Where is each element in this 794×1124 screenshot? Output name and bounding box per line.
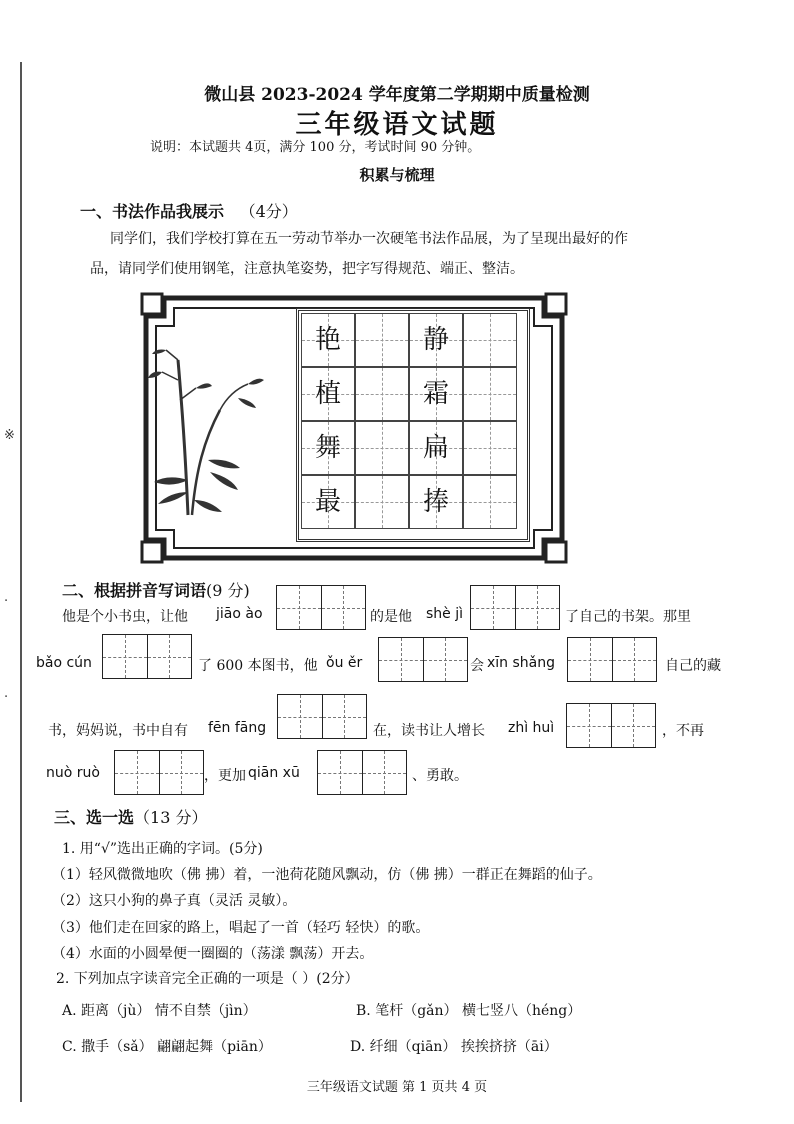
grid-cell[interactable] bbox=[355, 421, 409, 475]
answer-box[interactable] bbox=[114, 750, 204, 795]
question-1-item[interactable]: （3）他们走在回家的路上，唱起了一首（轻巧 轻快）的歌。 bbox=[52, 920, 430, 936]
section2-text: 在，读书让人增长 bbox=[373, 723, 485, 739]
section1-para2: 品，请同学们使用钢笔，注意执笔姿势，把字写得规范、端正、整洁。 bbox=[90, 261, 524, 277]
model-char: 捧 bbox=[422, 487, 449, 517]
part-title: 积累与梳理 bbox=[359, 166, 435, 184]
grid-cell[interactable] bbox=[463, 421, 517, 475]
section2-text: 他是个小书虫，让他 bbox=[62, 609, 188, 625]
section1-title: 一、书法作品我展示 bbox=[80, 202, 225, 221]
pinyin-prompt: shè jì bbox=[426, 606, 464, 622]
question-1-item[interactable]: （1）轻风微微地吹（佛 拂）着，一池荷花随风飘动，仿（佛 拂）一群正在舞蹈的仙子。 bbox=[52, 867, 602, 883]
answer-box[interactable] bbox=[277, 694, 367, 739]
pinyin-prompt: fēn fāng bbox=[208, 720, 267, 736]
section2-score: (9 分) bbox=[206, 581, 250, 600]
question-1-item[interactable]: （4）水面的小圆晕便一圈圈的（荡漾 飘荡）开去。 bbox=[52, 946, 374, 962]
section2-text: 、勇敢。 bbox=[412, 768, 468, 784]
section2-text: 的是他 bbox=[370, 609, 412, 625]
answer-box[interactable] bbox=[102, 634, 192, 679]
section3-heading bbox=[54, 805, 207, 828]
answer-box[interactable] bbox=[566, 703, 656, 748]
exam-note: 说明：本试题共 4页，满分 100 分，考试时间 90 分钟。 bbox=[150, 140, 481, 155]
binding-line bbox=[20, 62, 22, 1102]
grid-cell[interactable] bbox=[463, 367, 517, 421]
answer-box[interactable] bbox=[567, 637, 657, 682]
section2-heading bbox=[62, 578, 250, 601]
binding-mark: · bbox=[4, 690, 9, 705]
pinyin-prompt: qiān xū bbox=[248, 765, 300, 781]
page-footer: 三年级语文试题 第 1 页共 4 页 bbox=[306, 1080, 488, 1095]
bamboo-drawing bbox=[148, 340, 268, 520]
section2-text: 了自己的书架。那里 bbox=[565, 609, 691, 625]
grid-cell[interactable] bbox=[355, 475, 409, 529]
binding-mark: · bbox=[4, 594, 9, 609]
section2-text: 了 600 本图书，他 bbox=[198, 658, 318, 674]
grid-cell[interactable] bbox=[463, 475, 517, 529]
answer-box[interactable] bbox=[317, 750, 407, 795]
model-char: 静 bbox=[422, 325, 449, 355]
model-char: 扁 bbox=[422, 433, 449, 463]
model-char: 艳 bbox=[314, 325, 341, 355]
exam-title: 三年级语文试题 bbox=[295, 110, 499, 140]
model-char: 植 bbox=[314, 379, 341, 409]
model-char: 舞 bbox=[314, 433, 341, 463]
section2-text: 书，妈妈说，书中自有 bbox=[48, 723, 188, 739]
pinyin-prompt: nuò ruò bbox=[46, 765, 100, 781]
pinyin-prompt: bǎo cún bbox=[36, 655, 92, 671]
section1-score: （4分） bbox=[239, 202, 298, 221]
section1-para1: 同学们，我们学校打算在五一劳动节举办一次硬笔书法作品展，为了呈现出最好的作 bbox=[110, 231, 628, 247]
option-b[interactable]: B. 笔杆（gǎn） 横七竖八（héng） bbox=[356, 1003, 582, 1019]
section1-heading bbox=[80, 199, 298, 222]
pinyin-prompt: ǒu ěr bbox=[326, 655, 363, 671]
grid-cell[interactable] bbox=[355, 313, 409, 367]
pinyin-prompt: xīn shǎng bbox=[487, 655, 556, 671]
pinyin-prompt: zhì huì bbox=[508, 720, 555, 736]
answer-box[interactable] bbox=[378, 637, 468, 682]
answer-box[interactable] bbox=[470, 585, 560, 630]
section2-text: 自己的藏 bbox=[665, 658, 721, 674]
section2-text: 会 bbox=[470, 658, 484, 674]
grid-cell[interactable] bbox=[463, 313, 517, 367]
model-char: 最 bbox=[314, 487, 341, 517]
question-1: 1. 用“√”选出正确的字词。(5分) bbox=[62, 841, 263, 857]
answer-box[interactable] bbox=[276, 585, 366, 630]
section2-title: 二、根据拼音写词语 bbox=[62, 581, 207, 600]
pinyin-prompt: jiāo ào bbox=[216, 606, 263, 622]
option-d[interactable]: D. 纤细（qiān） 挨挨挤挤（āi） bbox=[350, 1039, 558, 1055]
section2-text: ，更加 bbox=[204, 768, 246, 784]
writing-grid bbox=[296, 308, 530, 542]
grid-cell[interactable] bbox=[355, 367, 409, 421]
exam-school-title: 微山县 2023-2024 学年度第二学期期中质量检测 bbox=[204, 85, 590, 105]
option-c[interactable]: C. 撒手（sǎ） 翩翩起舞（piān） bbox=[62, 1039, 272, 1055]
question-1-item[interactable]: （2）这只小狗的鼻子真（灵活 灵敏）。 bbox=[52, 893, 297, 909]
question-2: 2. 下列加点字读音完全正确的一项是（ ）(2分） bbox=[56, 971, 359, 987]
section3-title: 三、选一选 bbox=[54, 808, 135, 827]
binding-mark: ※ bbox=[4, 428, 15, 443]
model-char: 霜 bbox=[422, 379, 449, 409]
section3-score: （13 分） bbox=[134, 808, 208, 827]
option-a[interactable]: A. 距离（jù） 情不自禁（jìn） bbox=[62, 1003, 257, 1019]
section2-text: ，不再 bbox=[662, 723, 704, 739]
